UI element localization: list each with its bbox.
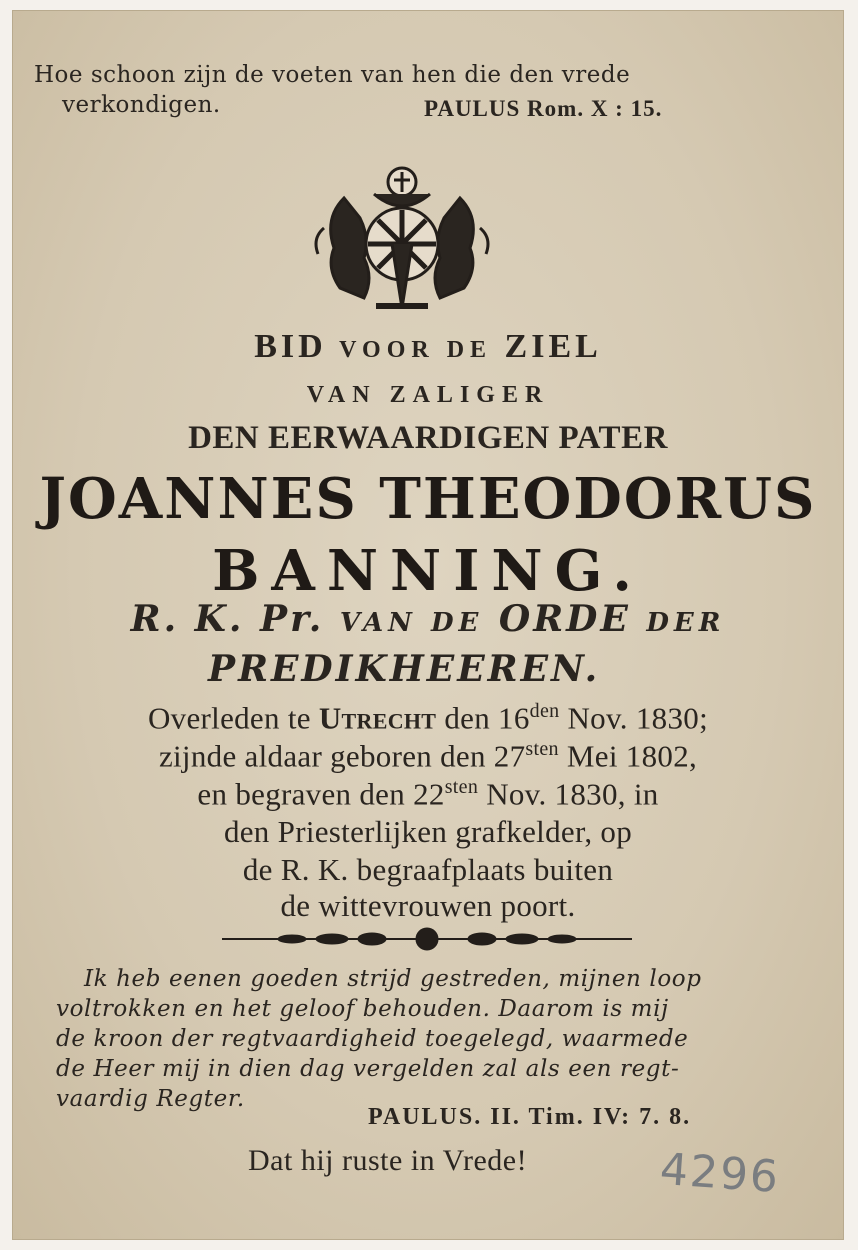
heading-ziel: ZIEL	[504, 328, 602, 365]
details-city: Utrecht	[318, 700, 437, 736]
deceased-surname: BANNING.	[212, 538, 644, 604]
heading-voor-de: VOOR DE	[339, 337, 493, 363]
details-line-6: de wittevrouwen poort.	[280, 888, 576, 923]
order-line-1	[12, 598, 844, 640]
details-line-3	[12, 776, 844, 812]
quote-line-4: de Heer mij in dien dag vergelden zal als een regt-	[56, 1056, 680, 1082]
heading-bid: BID	[254, 328, 327, 365]
details-buried-sup: sten	[444, 776, 479, 798]
details-died-date: Nov. 1830;	[567, 700, 708, 736]
motto-reference: PAULUS Rom. X : 15.	[424, 96, 663, 121]
memorial-card	[12, 10, 844, 1240]
quote-line-3: de kroon der regtvaardigheid toegelegd, waarmede	[56, 1026, 689, 1052]
order-rk-pr: R. K. Pr.	[130, 598, 325, 640]
details-born-date: Mei 1802,	[566, 738, 698, 774]
motto-line-1: Hoe schoon zijn de voeten van hen die den vrede	[34, 62, 631, 88]
details-line-4: den Priesterlijken grafkelder, op	[223, 814, 633, 849]
details-line-5: de R. K. begraafplaats buiten	[242, 852, 614, 887]
heading-van-zaliger: VAN ZALIGER	[306, 382, 550, 408]
quote-line-5: vaardig Regter.	[56, 1086, 245, 1112]
details-born-sup: sten	[525, 738, 559, 760]
details-buried-day: en begraven den 22	[197, 776, 445, 812]
details-died-day: den 16	[444, 700, 530, 736]
quote-line-2: voltrokken en het geloof behouden. Daarom is mij	[56, 996, 669, 1022]
quote-line-1: Ik heb eenen goeden strijd gestreden, mijnen loop	[84, 966, 702, 992]
ornamental-divider-icon	[222, 926, 632, 952]
archive-number: 4296	[658, 1143, 782, 1204]
heading-pater: DEN EERWAARDIGEN PATER	[188, 420, 668, 456]
details-died-sup: den	[529, 700, 560, 722]
details-line-2	[12, 738, 844, 774]
details-buried-date: Nov. 1830, in	[486, 776, 659, 812]
prayer-heading	[12, 328, 844, 366]
chalice-emblem-icon	[304, 158, 500, 314]
motto-line-2: verkondigen.	[62, 92, 221, 118]
order-orde: ORDE	[498, 598, 631, 640]
order-der: DER	[646, 608, 726, 638]
details-died-at: Overleden te	[147, 700, 311, 736]
deceased-first-names: JOANNES THEODORUS	[39, 466, 817, 532]
details-line-1	[12, 700, 844, 736]
quote-reference: PAULUS. II. Tim. IV: 7. 8.	[368, 1104, 692, 1130]
order-line-2: PREDIKHEEREN.	[208, 648, 601, 690]
order-van-de: VAN DE	[339, 608, 484, 638]
details-born-day: zijnde aldaar geboren den 27	[158, 738, 526, 774]
closing-prayer: Dat hij ruste in Vrede!	[248, 1144, 528, 1177]
